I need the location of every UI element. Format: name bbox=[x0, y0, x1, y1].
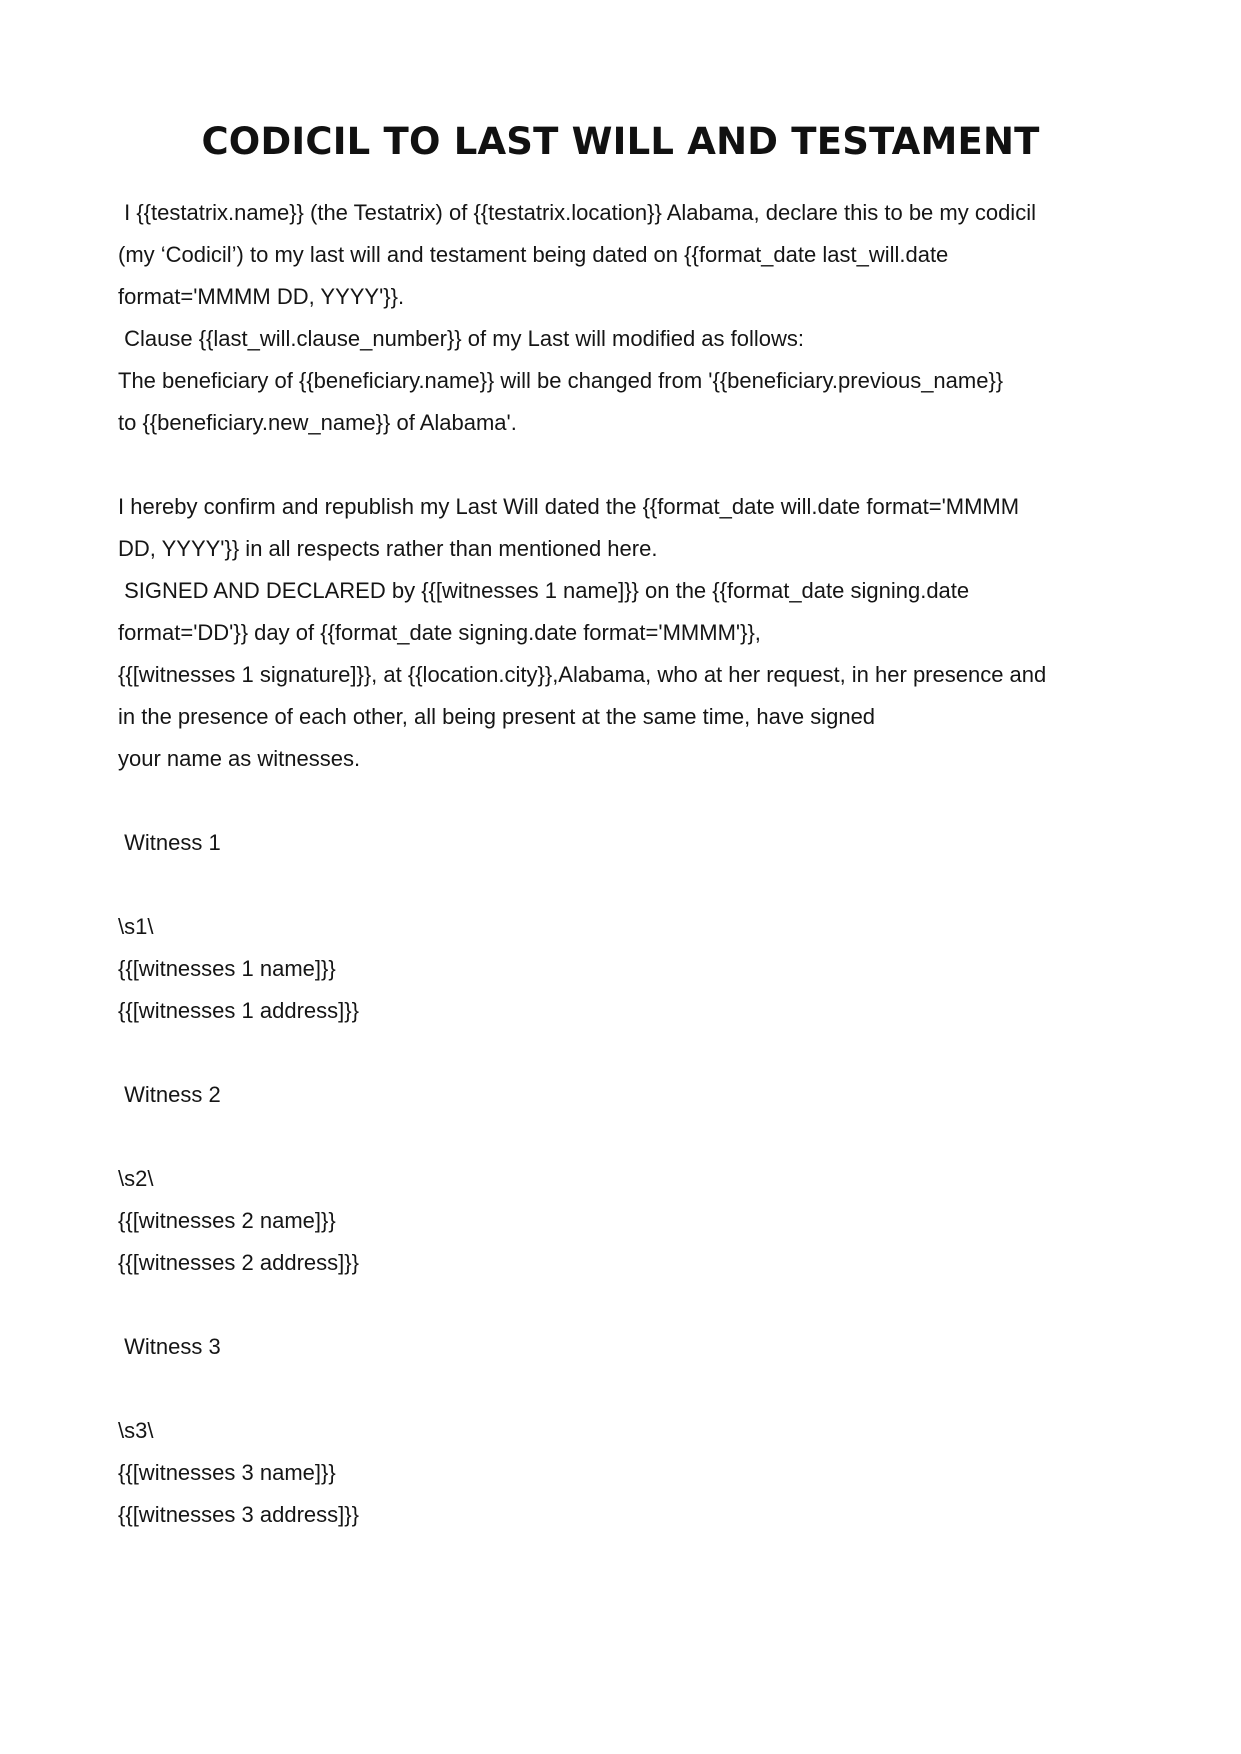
witness-1-name: {{[witnesses 1 name]}} bbox=[118, 956, 336, 981]
body-line: The beneficiary of {{beneficiary.name}} will be changed from '{{beneficiary.previous_name}} bbox=[118, 368, 1004, 393]
body-line: format='DD'}} day of {{format_date signing.date format='MMMM'}}, bbox=[118, 620, 761, 645]
witness-2-signature-tag: \s2\ bbox=[118, 1166, 154, 1191]
body-line: format='MMMM DD, YYYY'}}. bbox=[118, 284, 405, 309]
document-title: CODICIL TO LAST WILL AND TESTAMENT bbox=[201, 120, 1040, 163]
witness-2-heading: Witness 2 bbox=[118, 1082, 221, 1107]
witness-2-address: {{[witnesses 2 address]}} bbox=[118, 1250, 359, 1275]
body-line: SIGNED AND DECLARED by {{[witnesses 1 name]}} on the {{format_date signing.date bbox=[118, 578, 970, 603]
witness-3-signature-tag: \s3\ bbox=[118, 1418, 154, 1443]
witness-3-name: {{[witnesses 3 name]}} bbox=[118, 1460, 336, 1485]
witness-2-name: {{[witnesses 2 name]}} bbox=[118, 1208, 336, 1233]
body-line: I hereby confirm and republish my Last Will dated the {{format_date will.date format='MMMM bbox=[118, 494, 1020, 519]
witness-3-heading: Witness 3 bbox=[118, 1334, 221, 1359]
body-line: to {{beneficiary.new_name}} of Alabama'. bbox=[118, 410, 517, 435]
witness-3-address: {{[witnesses 3 address]}} bbox=[118, 1502, 359, 1527]
body-line: {{[witnesses 1 signature]}}, at {{location.city}},Alabama, who at her request, in her presence and bbox=[118, 662, 1047, 687]
witness-1-signature-tag: \s1\ bbox=[118, 914, 154, 939]
body-line: your name as witnesses. bbox=[118, 746, 361, 771]
body-line: DD, YYYY'}} in all respects rather than mentioned here. bbox=[118, 536, 658, 561]
witness-1-heading: Witness 1 bbox=[118, 830, 221, 855]
body-line: in the presence of each other, all being present at the same time, have signed bbox=[118, 704, 876, 729]
witness-1-address: {{[witnesses 1 address]}} bbox=[118, 998, 359, 1023]
body-line: (my ‘Codicil’) to my last will and testament being dated on {{format_date last_will.date bbox=[118, 242, 949, 267]
body-line: Clause {{last_will.clause_number}} of my Last will modified as follows: bbox=[118, 326, 804, 351]
body-line: I {{testatrix.name}} (the Testatrix) of {{testatrix.location}} Alabama, declare this to be my codicil bbox=[118, 200, 1036, 225]
